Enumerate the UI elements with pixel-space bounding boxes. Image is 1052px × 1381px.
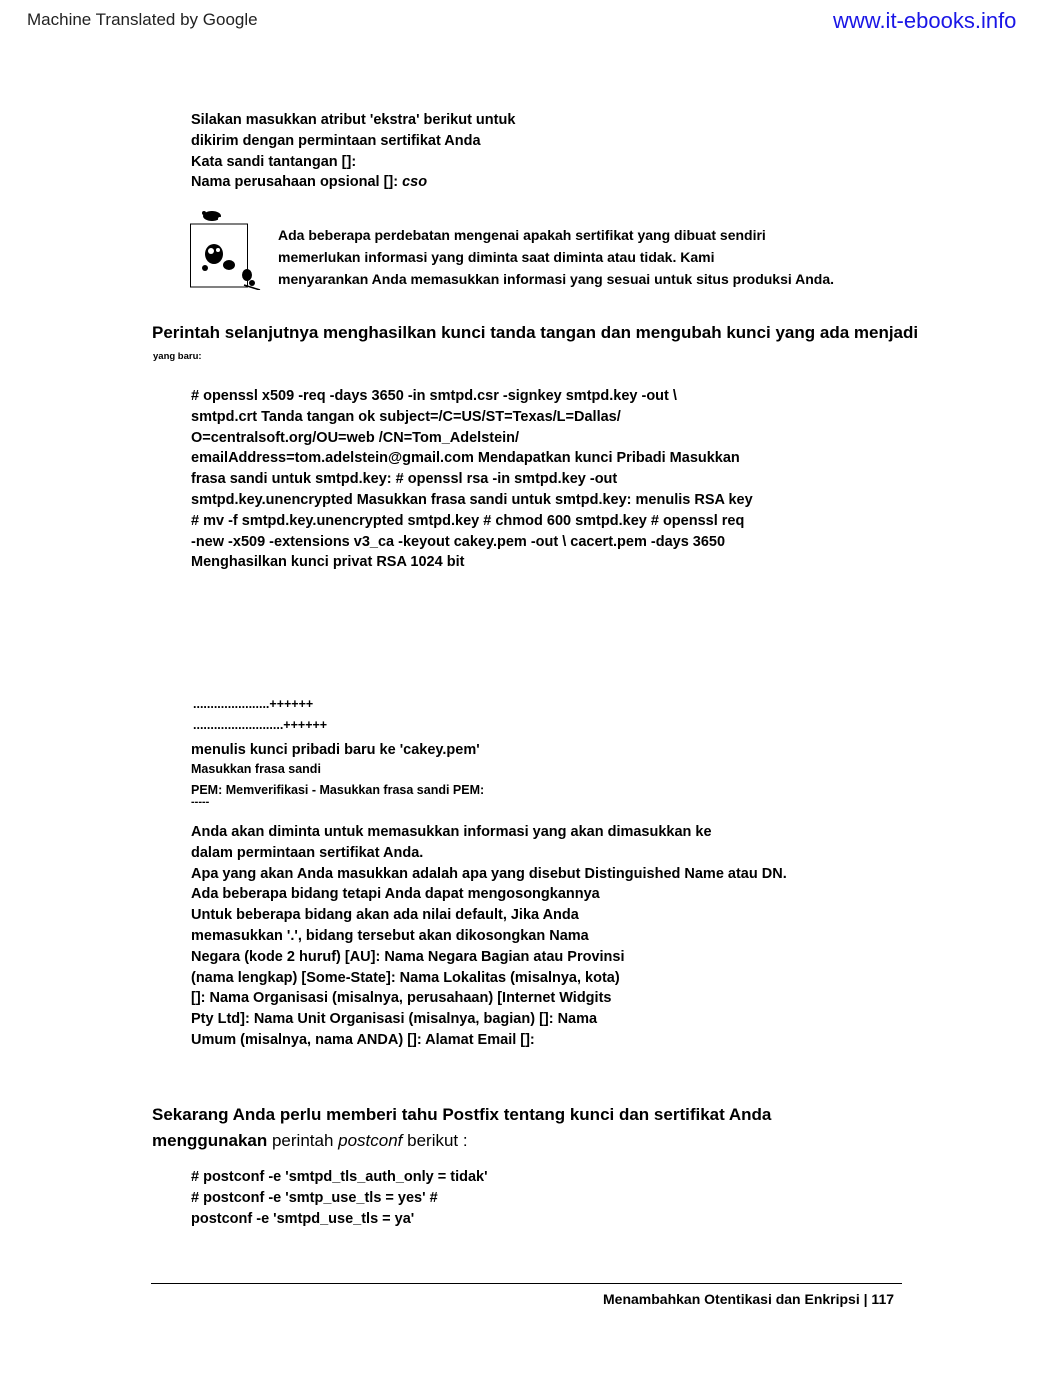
footer-rule [151,1283,902,1284]
code-line: Apa yang akan Anda masukkan adalah apa yang disebut Distinguished Name atau DN. [191,865,787,882]
code-line: # postconf -e 'smtp_use_tls = yes' # [191,1189,438,1206]
code-line: Masukkan frasa sandi [191,762,321,776]
code-separator: ----- [191,796,210,808]
tip-line: Ada beberapa perdebatan mengenai apakah sertifikat yang dibuat sendiri [278,227,766,243]
prompt-answer: cso [402,174,428,191]
code-line: frasa sandi untuk smtpd.key: # openssl rsa -in smtpd.key -out [191,471,618,488]
code-line: []: Nama Organisasi (misalnya, perusahaan) [Internet Widgits [191,990,612,1007]
code-line: menulis kunci pribadi baru ke 'cakey.pem' [191,742,480,758]
prompt-text: Nama perusahaan opsional []: [191,174,403,191]
prompt-line: Silakan masukkan atribut 'ekstra' berikut untuk [191,112,516,128]
code-line: emailAddress=tom.adelstein@gmail.com Mendapatkan kunci Pribadi Masukkan [191,450,740,467]
key-progress-dots: ......................++++++ [193,697,314,711]
code-line: (nama lengkap) [Some-State]: Nama Lokalitas (misalnya, kota) [191,969,620,986]
key-progress-dots: ..........................++++++ [193,718,328,732]
code-line: postconf -e 'smtpd_use_tls = ya' [191,1210,415,1227]
page-footer: Menambahkan Otentikasi dan Enkripsi | 117 [603,1291,895,1307]
body-paragraph-continuation: yang baru: [153,351,202,362]
code-line: smtpd.key.unencrypted Masukkan frasa sandi untuk smtpd.key: menulis RSA key [191,491,753,508]
code-line: smtpd.crt Tanda tangan ok subject=/C=US/ST=Texas/L=Dallas/ [191,408,621,425]
code-line: # openssl x509 -req -days 3650 -in smtpd.csr -signkey smtpd.key -out \ [191,388,677,404]
code-line: Pty Ltd]: Nama Unit Organisasi (misalnya, bagian) []: Nama [191,1011,598,1028]
prompt-block [191,110,515,193]
code-line: Anda akan diminta untuk memasukkan informasi yang akan dimasukkan ke [191,824,712,840]
code-line: # mv -f smtpd.key.unencrypted smtpd.key # chmod 600 smtpd.key # openssl req [191,512,745,529]
code-line: Untuk beberapa bidang akan ada nilai default, Jika Anda [191,907,579,924]
code-line: Umum (misalnya, nama ANDA) []: Alamat Email []: [191,1031,535,1048]
paragraph-text: berikut : [402,1131,468,1150]
site-link[interactable]: www.it-ebooks.info [833,8,1017,33]
code-line: Menghasilkan kunci privat RSA 1024 bit [191,554,465,571]
code-line: dalam permintaan sertifikat Anda. [191,844,424,861]
code-line: Negara (kode 2 huruf) [AU]: Nama Negara Bagian atau Provinsi [191,948,625,965]
code-line: PEM: Memverifikasi - Masukkan frasa sandi PEM: [191,783,485,797]
tip-line: menyarankan Anda memasukkan informasi yang sesuai untuk situs produksi Anda. [278,270,835,287]
body-paragraph-continuation [152,1131,468,1151]
tip-line: memerlukan informasi yang diminta saat diminta atau tidak. Kami [278,248,715,265]
code-line: -new -x509 -extensions v3_ca -keyout cakey.pem -out \ cacert.pem -days 3650 [191,533,726,550]
bold-word: menggunakan [152,1131,268,1150]
tip-note [278,225,834,290]
raccoon-tip-icon [190,210,267,290]
prompt-line: dikirim dengan permintaan sertifikat Anda [191,132,481,149]
dn-info-block [191,822,787,1051]
openssl-command-block [191,386,753,573]
code-line: O=centralsoft.org/OU=web /CN=Tom_Adelstein/ [191,429,520,446]
code-line: memasukkan '.', bidang tersebut akan dikosongkan Nama [191,927,589,944]
postconf-command-block [191,1167,488,1229]
paragraph-text: perintah [267,1131,339,1150]
command-name: postconf [338,1131,403,1150]
code-line: Ada beberapa bidang tetapi Anda dapat mengosongkannya [191,886,600,903]
code-line: # postconf -e 'smtpd_tls_auth_only = tidak' [191,1169,488,1185]
machine-translated-label: Machine Translated by Google [27,10,258,29]
prompt-line [191,172,515,193]
body-paragraph: Perintah selanjutnya menghasilkan kunci tanda tangan dan mengubah kunci yang ada menjadi [152,323,919,342]
prompt-line: Kata sandi tantangan []: [191,153,357,170]
body-paragraph: Sekarang Anda perlu memberi tahu Postfix tentang kunci dan sertifikat Anda [152,1105,772,1124]
